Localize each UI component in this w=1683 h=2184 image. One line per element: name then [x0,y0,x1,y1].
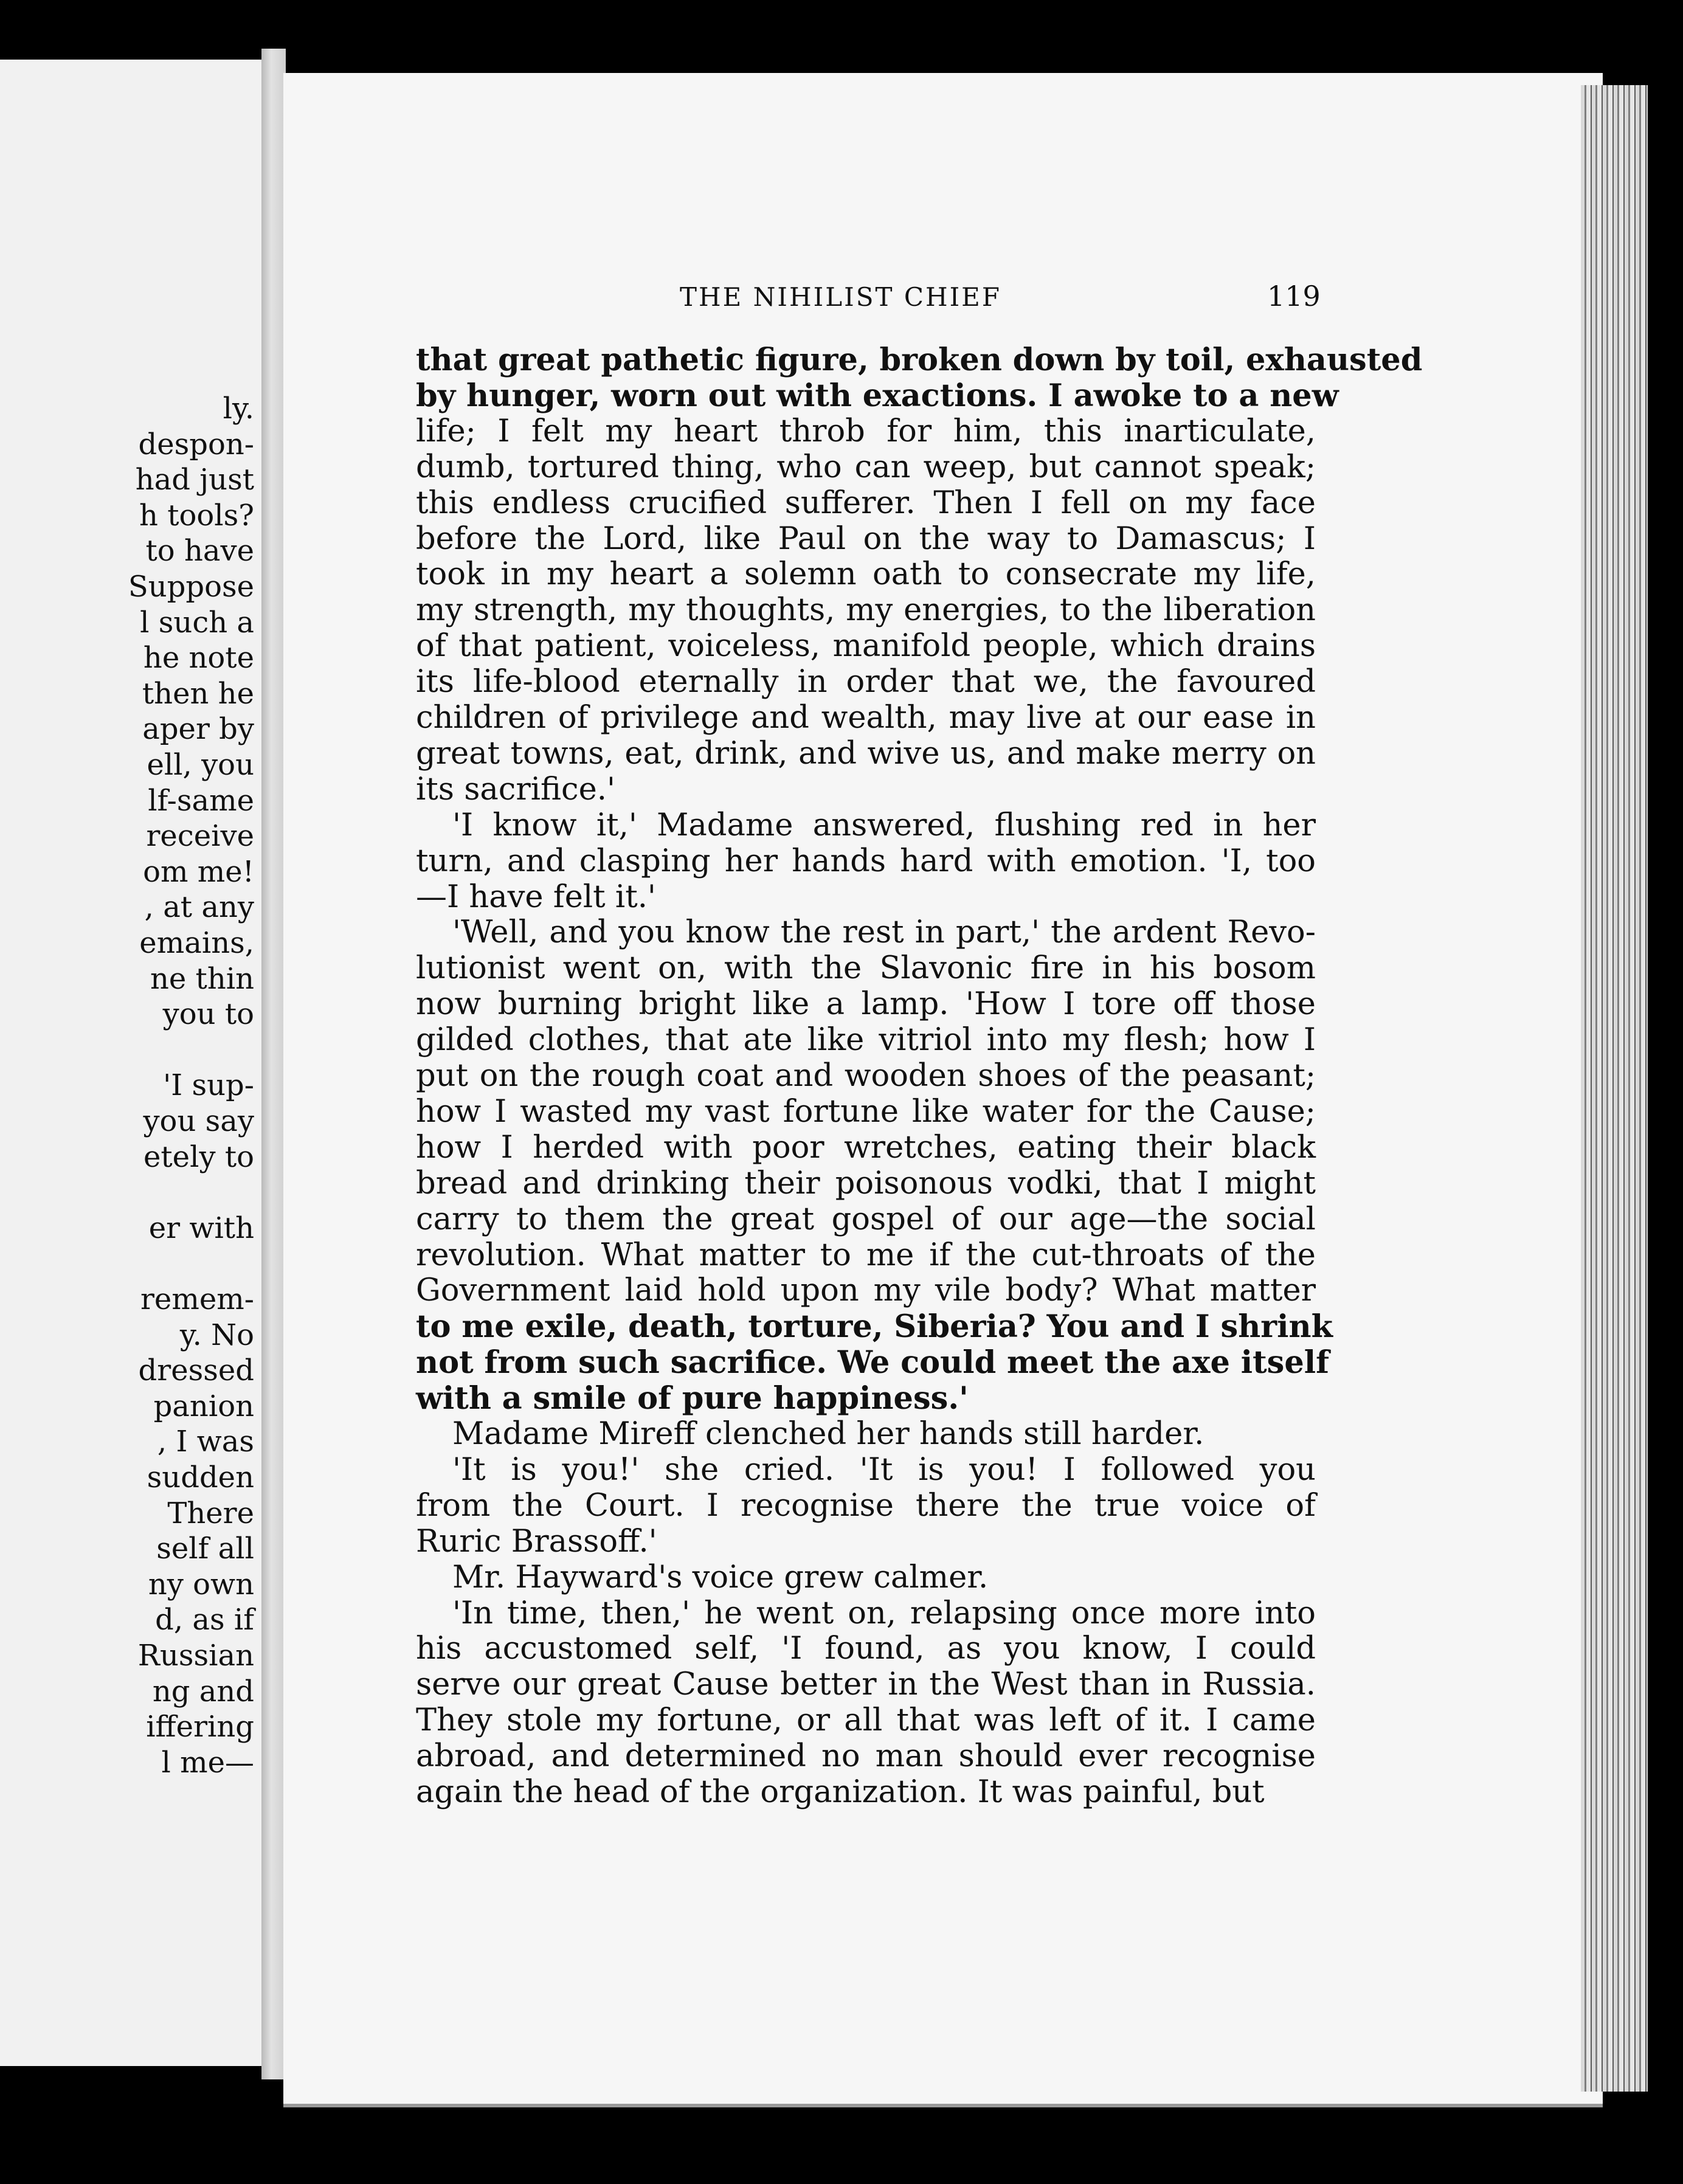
left-page-line: ne thin [150,961,254,996]
left-page-line: panion [153,1389,254,1423]
text-line: carry to them the great gospel of our age—the social [416,1201,1316,1237]
left-page-line: , at any [144,890,254,925]
text-line: 'I know it,' Madame answered, flushing red in her [452,807,1316,843]
text-line: abroad, and determined no man should ever recognise [416,1738,1316,1775]
text-line: turn, and clasping her hands hard with emotion. 'I, too [416,843,1316,879]
text-line: this endless crucified sufferer. Then I fell on my face [416,485,1316,521]
left-page-line: ny own [148,1567,254,1602]
book-gutter [261,49,286,2079]
left-page-line: ly. [223,392,254,426]
left-page-line: receive [146,819,254,854]
left-page-line: to have [145,534,254,568]
running-head: THE NIHILIST CHIEF [680,282,1001,312]
text-line: not from such sacrifice. We could meet the axe itself [416,1344,1330,1381]
left-page-line: you to [162,997,254,1032]
text-line: from the Court. I recognise there the true voice of [416,1487,1316,1524]
text-line: how I wasted my vast fortune like water for the Cause; [416,1093,1316,1130]
text-line: before the Lord, like Paul on the way to Damascus; I [416,520,1316,557]
left-page-line: om me! [143,854,254,889]
left-page-line: y. No [179,1318,254,1352]
text-line: its sacrifice.' [416,771,616,807]
left-page-line: dressed [138,1353,254,1388]
text-line: life; I felt my heart throb for him, this inarticulate, [416,413,1316,449]
left-page-line: d, as if [155,1603,254,1637]
left-page-line: iffering [146,1710,254,1744]
text-line: They stole my fortune, or all that was left of it. I came [416,1702,1316,1739]
left-page-line: , I was [157,1425,254,1459]
left-page-line: Russian [137,1639,254,1673]
left-page-line: aper by [142,712,254,747]
text-line: of that patient, voiceless, manifold people, which drains [416,628,1316,665]
text-line: Government laid hold upon my vile body? What matter [416,1273,1316,1309]
text-line: took in my heart a solemn oath to consecrate my life, [416,556,1316,593]
page-edges [1581,85,1648,2092]
text-line: Ruric Brassoff.' [416,1523,657,1560]
text-line: to me exile, death, torture, Siberia? You and I shrink [416,1308,1333,1346]
text-line: bread and drinking their poisonous vodki, that I might [416,1165,1316,1201]
text-line: 'In time, then,' he went on, relapsing once more into [452,1595,1316,1631]
page-number: 119 [1267,280,1321,313]
left-page-line: l me— [161,1745,254,1780]
left-page-line: l such a [140,605,254,640]
left-page-line: had just [135,463,254,497]
left-page-line: 'I sup- [163,1068,254,1103]
text-line: his accustomed self, 'I found, as you know, I could [416,1631,1316,1667]
text-line: that great pathetic figure, broken down by toil, exhausted [416,342,1423,378]
left-page-line: lf-same [148,783,254,818]
text-line: again the head of the organization. It was painful, but [416,1774,1265,1810]
text-line: my strength, my thoughts, my energies, to the liberation [416,592,1316,629]
text-line: how I herded with poor wretches, eating their black [416,1129,1316,1166]
text-line: revolution. What matter to me if the cut-throats of the [416,1237,1316,1273]
left-page-line: ell, you [147,748,254,782]
text-line: put on the rough coat and wooden shoes of the peasant; [416,1058,1316,1094]
left-page-line: er with [148,1211,254,1245]
left-page-line: emains, [139,926,254,960]
left-page-line: h tools? [139,498,254,533]
left-page-line: sudden [147,1460,254,1495]
text-line: now burning bright like a lamp. 'How I tore off those [416,986,1316,1023]
text-line: 'Well, and you know the rest in part,' the ardent Revo- [452,914,1316,951]
text-line: serve our great Cause better in the West than in Russia. [416,1667,1316,1703]
text-line: children of privilege and wealth, may live at our ease in [416,700,1316,736]
left-facing-page [0,60,261,2066]
text-line: Madame Mireff clenched her hands still harder. [452,1416,1204,1452]
left-page-line: self all [156,1532,254,1566]
left-page-line: despon- [138,427,254,461]
left-page-line: he note [143,641,254,676]
left-page-line: ng and [152,1674,254,1709]
text-line: dumb, tortured thing, who can weep, but cannot speak; [416,449,1316,485]
left-page-line: you say [143,1104,254,1138]
text-line: lutionist went on, with the Slavonic fire in his bosom [416,950,1316,987]
left-page-line: then he [142,676,254,711]
text-line: great towns, eat, drink, and wive us, and make merry on [416,735,1316,772]
text-line: gilded clothes, that ate like vitriol into my flesh; how I [416,1022,1316,1059]
text-line: its life-blood eternally in order that we, the favoured [416,664,1316,700]
left-page-line: Suppose [128,570,254,604]
text-line: with a smile of pure happiness.' [416,1380,969,1417]
left-page-line: remem- [140,1282,254,1316]
text-line: by hunger, worn out with exactions. I awoke to a new [416,377,1339,414]
left-page-line: etely to [143,1139,254,1174]
left-page-line: There [167,1496,254,1530]
text-line: Mr. Hayward's voice grew calmer. [452,1559,989,1595]
text-line: 'It is you!' she cried. 'It is you! I followed you [452,1451,1316,1488]
text-line: —I have felt it.' [416,879,656,915]
